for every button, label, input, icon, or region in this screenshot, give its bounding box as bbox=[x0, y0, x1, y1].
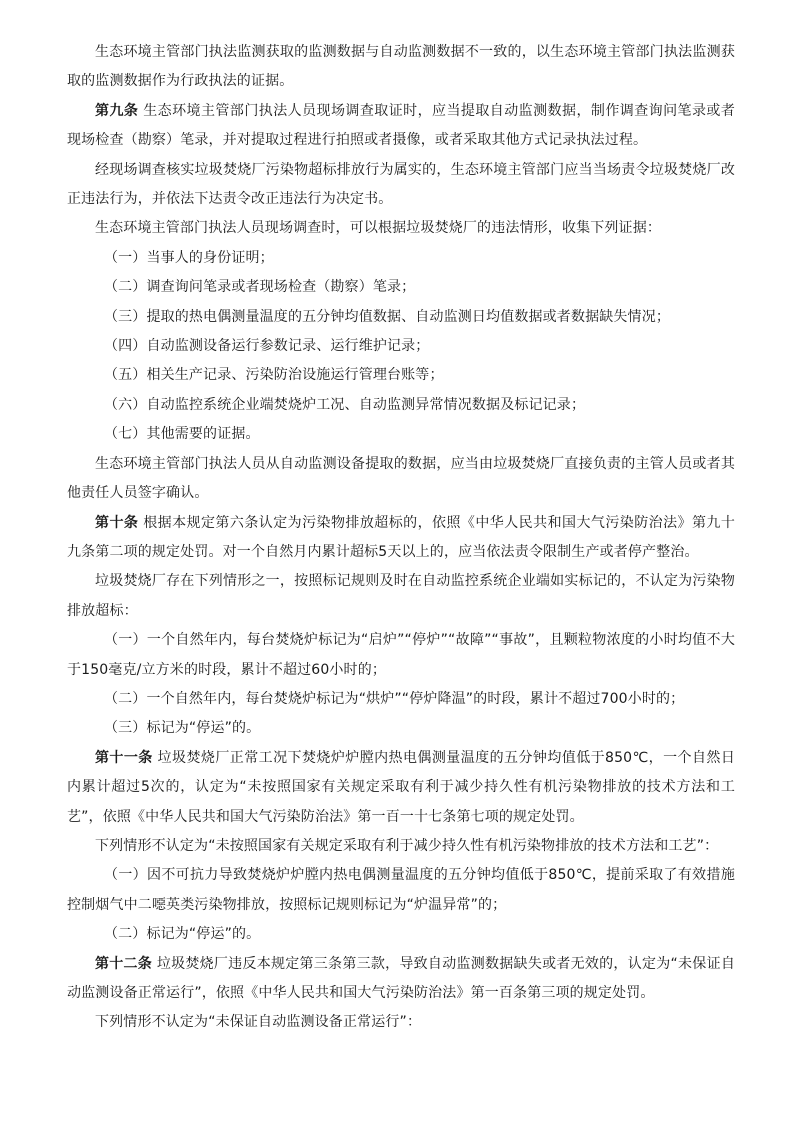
paragraph: 下列情形不认定为“未保证自动监测设备正常运行”： bbox=[95, 1014, 422, 1031]
list-item: （一）因不可抗力导致焚烧炉炉膛内热电偶测量温度的五分钟均值低于850℃，提前采取了有效措施控制烟气中二噁英类污染物排放，按照标记规则标记为“炉温异常”的； bbox=[67, 867, 735, 913]
list-item: （二）标记为“停运”的。 bbox=[104, 926, 261, 943]
paragraph: 下列情形不认定为“未按照国家有关规定采取有利于减少持久性有机污染物排放的技术方法和工艺”： bbox=[95, 837, 719, 854]
article-label: 第十条 bbox=[95, 514, 139, 531]
list-item: （二）一个自然年内，每台焚烧炉标记为“烘炉”“停炉降温”的时段，累计不超过700小时的； bbox=[104, 690, 685, 707]
article-label: 第十一条 bbox=[95, 749, 153, 766]
paragraph: 生态环境主管部门执法监测获取的监测数据与自动监测数据不一致的，以生态环境主管部门执法监测获取的监测数据作为行政执法的证据。 bbox=[67, 44, 735, 90]
list-item: （六）自动监控系统企业端焚烧炉工况、自动监测异常情况数据及标记记录； bbox=[104, 396, 586, 413]
paragraph: 生态环境主管部门执法人员从自动监测设备提取的数据，应当由垃圾焚烧厂直接负责的主管人员或者其他责任人员签字确认。 bbox=[67, 455, 735, 502]
list-item: （五）相关生产记录、污染防治设施运行管理台账等； bbox=[104, 367, 444, 384]
article-12: 第十二条 垃圾焚烧厂违反本规定第三条第三款，导致自动监测数据缺失或者无效的，认定为“未保证自动监测设备正常运行”，依照《中华人民共和国大气污染防治法》第一百条第三项的规定处罚。 bbox=[67, 955, 735, 1001]
list-item: （一）一个自然年内，每台焚烧炉标记为“启炉”“停炉”“故障”“事故”，且颗粒物浓度的小时均值不大于150毫克/立方米的时段，累计不超过60小时的； bbox=[67, 632, 735, 678]
paragraph: 垃圾焚烧厂存在下列情形之一，按照标记规则及时在自动监控系统企业端如实标记的，不认定为污染物排放超标： bbox=[67, 573, 735, 619]
article-label: 第十二条 bbox=[95, 955, 153, 972]
list-item: （三）提取的热电偶测量温度的五分钟均值数据、自动监测日均值数据或者数据缺失情况； bbox=[104, 308, 670, 325]
list-item: （三）标记为“停运”的。 bbox=[104, 720, 261, 737]
paragraph: 生态环境主管部门执法人员现场调查时，可以根据垃圾焚烧厂的违法情形，收集下列证据： bbox=[95, 220, 661, 237]
article-label: 第九条 bbox=[95, 102, 139, 119]
list-item: （二）调查询问笔录或者现场检查（勘察）笔录； bbox=[104, 279, 416, 296]
article-10: 第十条 根据本规定第六条认定为污染物排放超标的，依照《中华人民共和国大气污染防治法》第九十九条第二项的规定处罚。对一个自然月内累计超标5天以上的，应当依法责令限制生产或者停产整治。 bbox=[67, 514, 736, 560]
document-page bbox=[67, 38, 735, 1038]
article-11: 第十一条 垃圾焚烧厂正常工况下焚烧炉炉膛内热电偶测量温度的五分钟均值低于850℃，一个自然日内累计超过5次的，认定为“未按照国家有关规定采取有利于减少持久性有机污染物排放的技术方法和工艺”，依照《中华人民共和国大气污染防治法》第一百一十七条第七项的规定处罚。 bbox=[67, 749, 735, 825]
article-9: 第九条 生态环境主管部门执法人员现场调查取证时，应当提取自动监测数据，制作调查询问笔录或者现场检查（勘察）笔录，并对提取过程进行拍照或者摄像，或者采取其他方式记录执法过程。 bbox=[67, 102, 736, 149]
paragraph: 经现场调查核实垃圾焚烧厂污染物超标排放行为属实的，生态环境主管部门应当当场责令垃圾焚烧厂改正违法行为，并依法下达责令改正违法行为决定书。 bbox=[67, 161, 735, 208]
list-item: （四）自动监测设备运行参数记录、运行维护记录； bbox=[104, 338, 430, 355]
list-item: （一）当事人的身份证明； bbox=[104, 249, 274, 266]
list-item: （七）其他需要的证据。 bbox=[104, 426, 260, 443]
